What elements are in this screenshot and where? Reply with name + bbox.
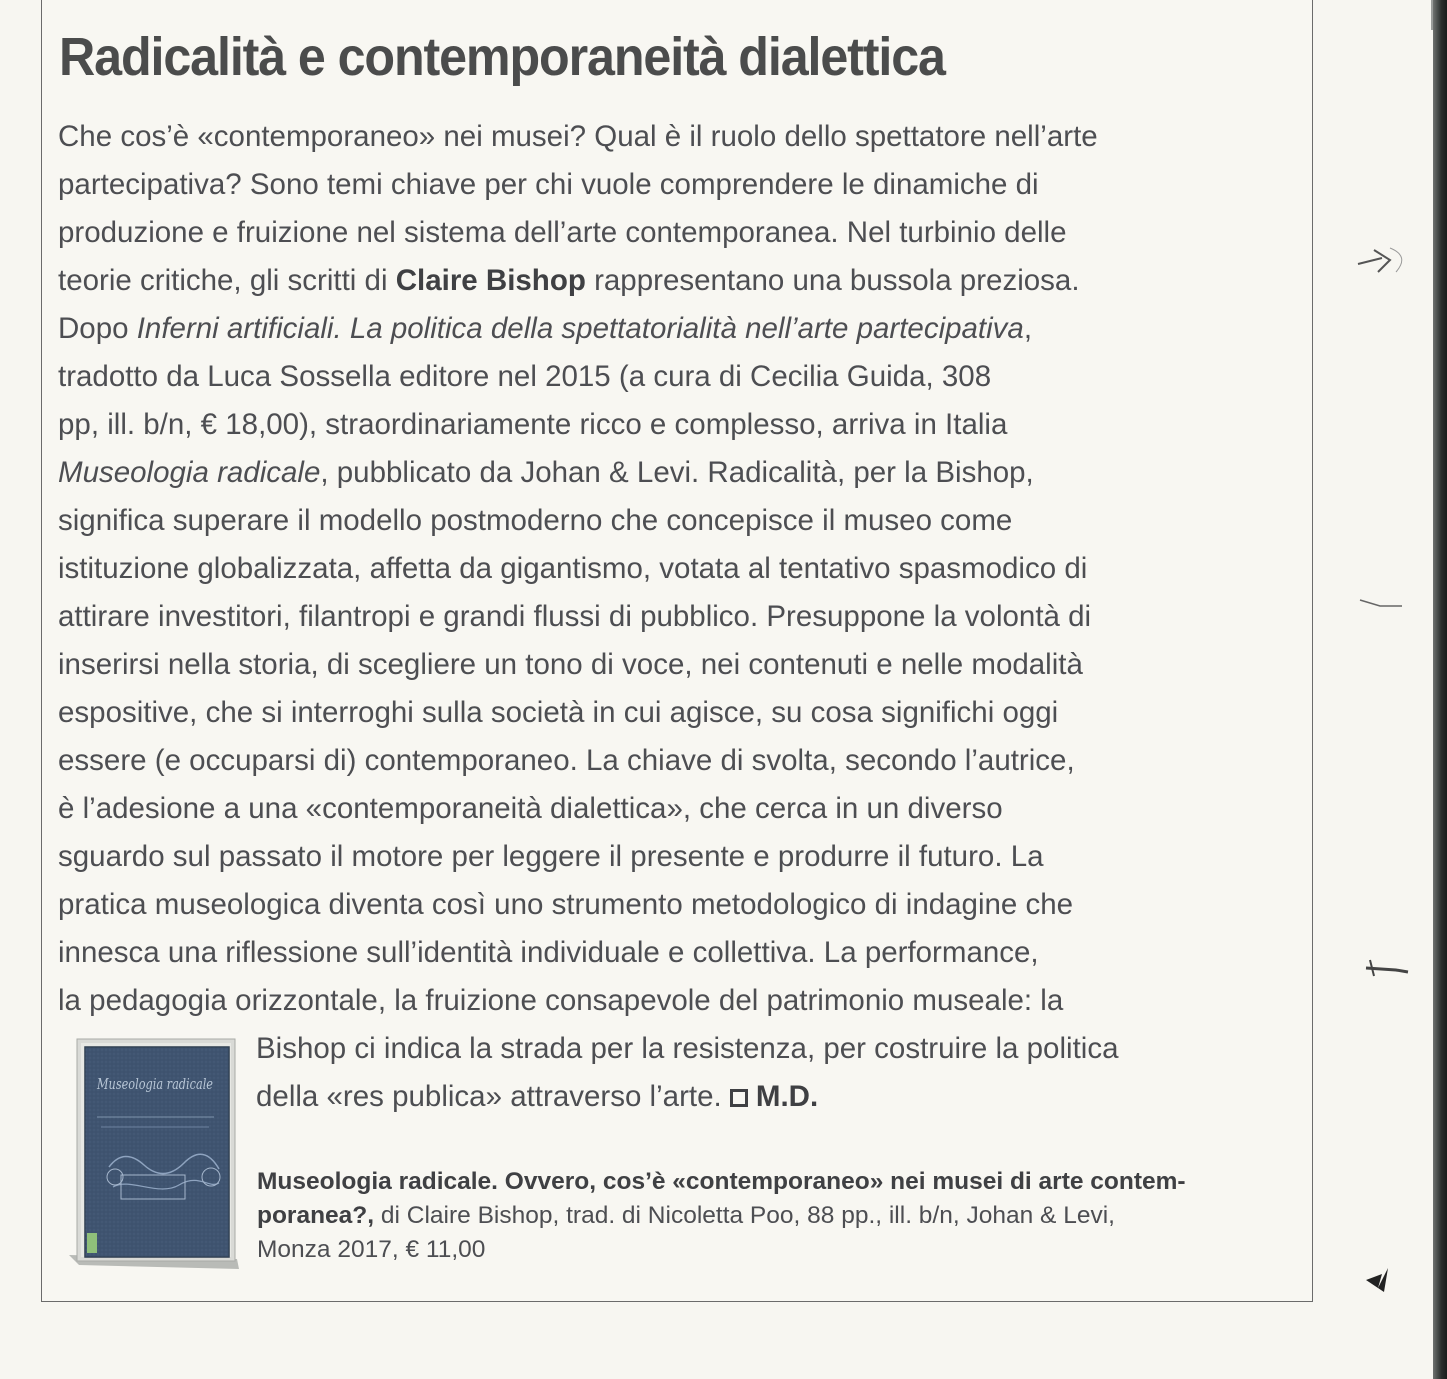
body-line: sguardo sul passato il motore per leggere il presente e produrre il futuro. La (58, 840, 1044, 873)
body-text: rappresentano una bussola preziosa. (585, 264, 1080, 297)
body-line (58, 449, 1034, 497)
body-line: pp, ill. b/n, € 18,00), straordinariamente ricco e complesso, arriva in Italia (58, 408, 1008, 441)
body-line: Bishop ci indica la strada per la resistenza, per costruire la politica (256, 1032, 1119, 1065)
body-line: innesca una riflessione sull’identità individuale e collettiva. La performance, (58, 936, 1039, 969)
body-line (58, 305, 1032, 353)
body-line (58, 257, 1080, 305)
body-line: Che cos’è «contemporaneo» nei musei? Qual è il ruolo dello spettatore nell’arte (58, 120, 1098, 153)
book-cover-image (69, 1037, 239, 1269)
caption-title: Museologia radicale. Ovvero, cos’è «contemporaneo» nei musei di arte contem- (257, 1168, 1186, 1195)
body-line: è l’adesione a una «contemporaneità dialettica», che cerca in un diverso (58, 792, 1003, 825)
staple-mark-icon (1352, 590, 1412, 620)
caption-title: poranea?, (257, 1202, 375, 1229)
body-text: teorie critiche, gli scritti di (58, 264, 396, 297)
body-line: espositive, che si interroghi sulla società in cui agisce, su cosa significhi oggi (58, 696, 1059, 729)
body-line: essere (e occuparsi di) contemporaneo. La chiave di svolta, secondo l’autrice, (58, 744, 1075, 777)
book-cover-title: Museologia radicale (96, 1075, 214, 1093)
article-headline: Radicalità e contemporaneità dialettica (59, 27, 945, 87)
page-edge-highlight (1431, 0, 1433, 30)
body-line: attirare investitori, filantropi e grandi flussi di pubblico. Presuppone la volontà di (58, 600, 1092, 633)
article-box (41, 0, 1313, 1302)
body-text: , (1023, 312, 1033, 345)
page-edge (1433, 0, 1447, 1379)
body-line: inserirsi nella storia, di scegliere un tono di voce, nei contenuti e nelle modalità (58, 648, 1083, 681)
book-caption-line: Monza 2017, € 11,00 (257, 1236, 486, 1263)
book-title-reference: Museologia radicale (58, 456, 321, 489)
end-mark-icon (730, 1089, 748, 1107)
author-name: Claire Bishop (395, 264, 586, 297)
body-line: produzione e fruizione nel sistema dell’arte contemporanea. Nel turbinio delle (58, 216, 1067, 249)
caption-details: di Claire Bishop, trad. di Nicoletta Poo, 88 pp., ill. b/n, Johan & Levi, (374, 1202, 1115, 1229)
book-caption-line (257, 1165, 1186, 1199)
body-line: pratica museologica diventa così uno strumento metodologico di indagine che (58, 888, 1074, 921)
staple-mark-icon (1352, 238, 1412, 278)
body-line: tradotto da Luca Sossella editore nel 2015 (a cura di Cecilia Guida, 308 (58, 360, 992, 393)
body-line: significa superare il modello postmoderno che concepisce il museo come (58, 504, 1013, 537)
body-line: la pedagogia orizzontale, la fruizione consapevole del patrimonio museale: la (58, 984, 1064, 1017)
body-line (256, 1073, 818, 1121)
body-text: , pubblicato da Johan & Levi. Radicalità, per la Bishop, (320, 456, 1034, 489)
book-title-reference: Inferni artificiali. La politica della spettatorialità nell’arte partecipativa (136, 312, 1024, 345)
body-text: della «res publica» attraverso l’arte. (256, 1080, 730, 1113)
book-caption-line (257, 1199, 1115, 1233)
staple-mark-icon (1360, 950, 1420, 990)
body-line: istituzione globalizzata, affetta da gigantismo, votata al tentativo spasmodico di (58, 552, 1088, 585)
body-line: partecipativa? Sono temi chiave per chi vuole comprendere le dinamiche di (58, 168, 1039, 201)
staple-mark-icon (1358, 1258, 1408, 1298)
signature: M.D. (755, 1080, 819, 1113)
body-text: Dopo (58, 312, 137, 345)
